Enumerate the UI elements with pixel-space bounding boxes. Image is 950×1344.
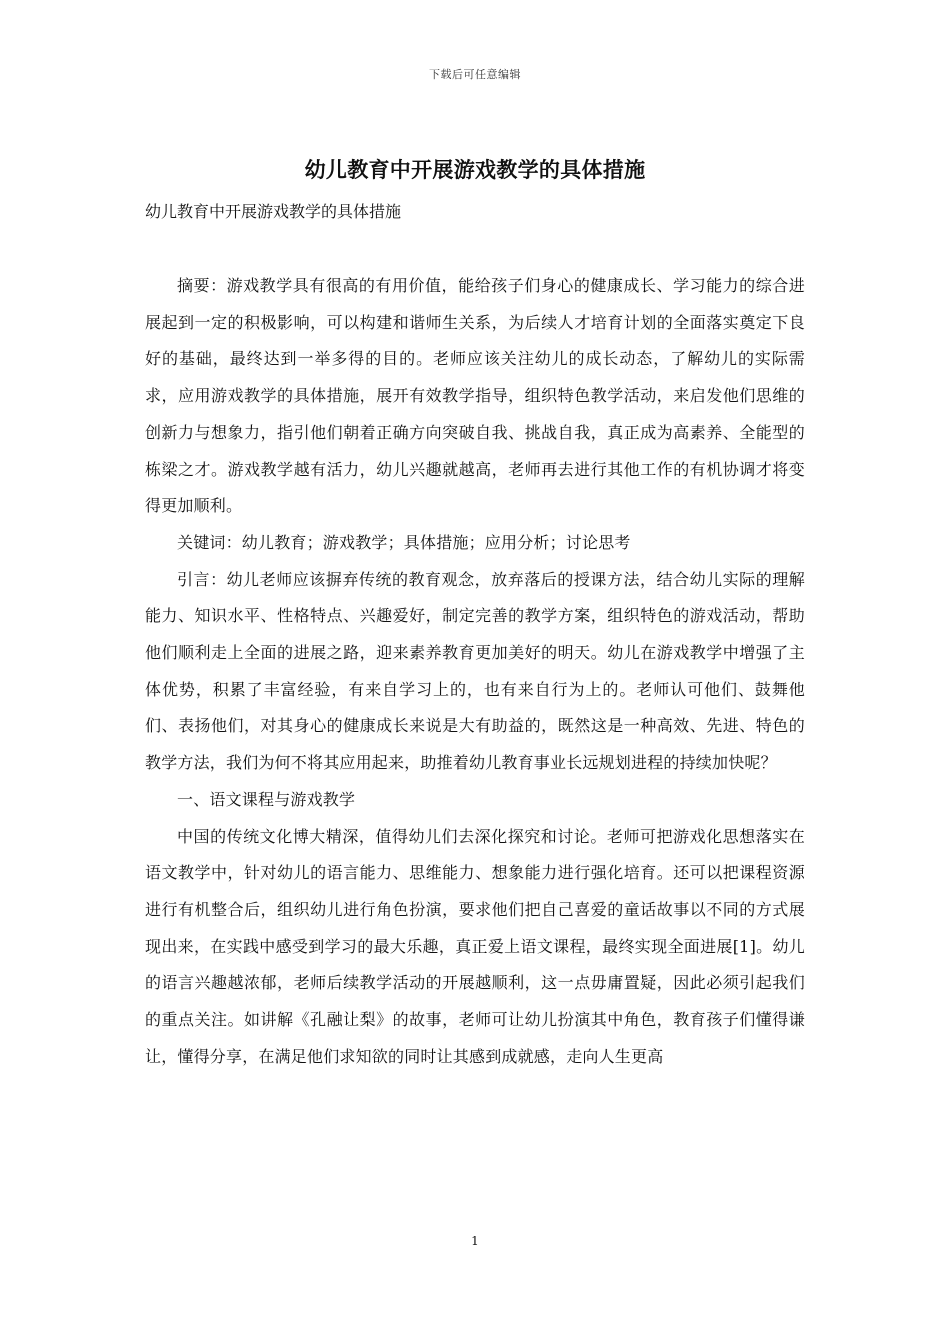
section-paragraph: 中国的传统文化博大精深，值得幼儿们去深化探究和讨论。老师可把游戏化思想落实在语文教学中，针对幼儿的语言能力、思维能力、想象能力进行强化培育。还可以把课程资源进行有机整合后，组织幼儿进行角色扮演，要求他们把自己喜爱的童话故事以不同的方式展现出来，在实践中感受到学习的最大乐趣，真正爱上语文课程，最终实现全面进展[1]。幼儿的语言兴趣越浓郁，老师后续教学活动的开展越顺利，这一点毋庸置疑，因此必须引起我们的重点关注。如讲解《孔融让梨》的故事，老师可让幼儿扮演其中角色，教育孩子们懂得谦让，懂得分享，在满足他们求知欲的同时让其感到成就感，走向人生更高: [145, 826, 805, 1066]
keywords-paragraph: 关键词：幼儿教育；游戏教学；具体措施；应用分析；讨论思考: [177, 532, 631, 552]
abstract-paragraph: 摘要：游戏教学具有很高的有用价值，能给孩子们身心的健康成长、学习能力的综合进展起到一定的积极影响，可以构建和谐师生关系，为后续人才培育计划的全面落实奠定下良好的基础，最终达到一举多得的目的。老师应该关注幼儿的成长动态，了解幼儿的实际需求，应用游戏教学的具体措施，展开有效教学指导，组织特色教学活动，来启发他们思维的创新力与想象力，指引他们朝着正确方向突破自我、挑战自我，真正成为高素养、全能型的栋梁之才。游戏教学越有活力，幼儿兴趣就越高，老师再去进行其他工作的有机协调才将变得更加顺利。: [145, 276, 805, 516]
page-header-note: 下载后可任意编辑: [429, 68, 521, 81]
document-subtitle: 幼儿教育中开展游戏教学的具体措施: [145, 202, 402, 221]
page-number: 1: [471, 1234, 479, 1248]
section-heading: 一、语文课程与游戏教学: [177, 789, 356, 809]
document-title: 幼儿教育中开展游戏教学的具体措施: [304, 157, 646, 182]
introduction-paragraph: 引言：幼儿老师应该摒弃传统的教育观念，放弃落后的授课方法，结合幼儿实际的理解能力、知识水平、性格特点、兴趣爱好，制定完善的教学方案，组织特色的游戏活动，帮助他们顺利走上全面的进展之路，迎来素养教育更加美好的明天。幼儿在游戏教学中增强了主体优势，积累了丰富经验，有来自学习上的，也有来自行为上的。老师认可他们、鼓舞他们、表扬他们，对其身心的健康成长来说是大有助益的，既然这是一种高效、先进、特色的教学方法，我们为何不将其应用起来，助推着幼儿教育事业长远规划进程的持续加快呢？: [145, 569, 805, 773]
document-body: [145, 268, 805, 1075]
